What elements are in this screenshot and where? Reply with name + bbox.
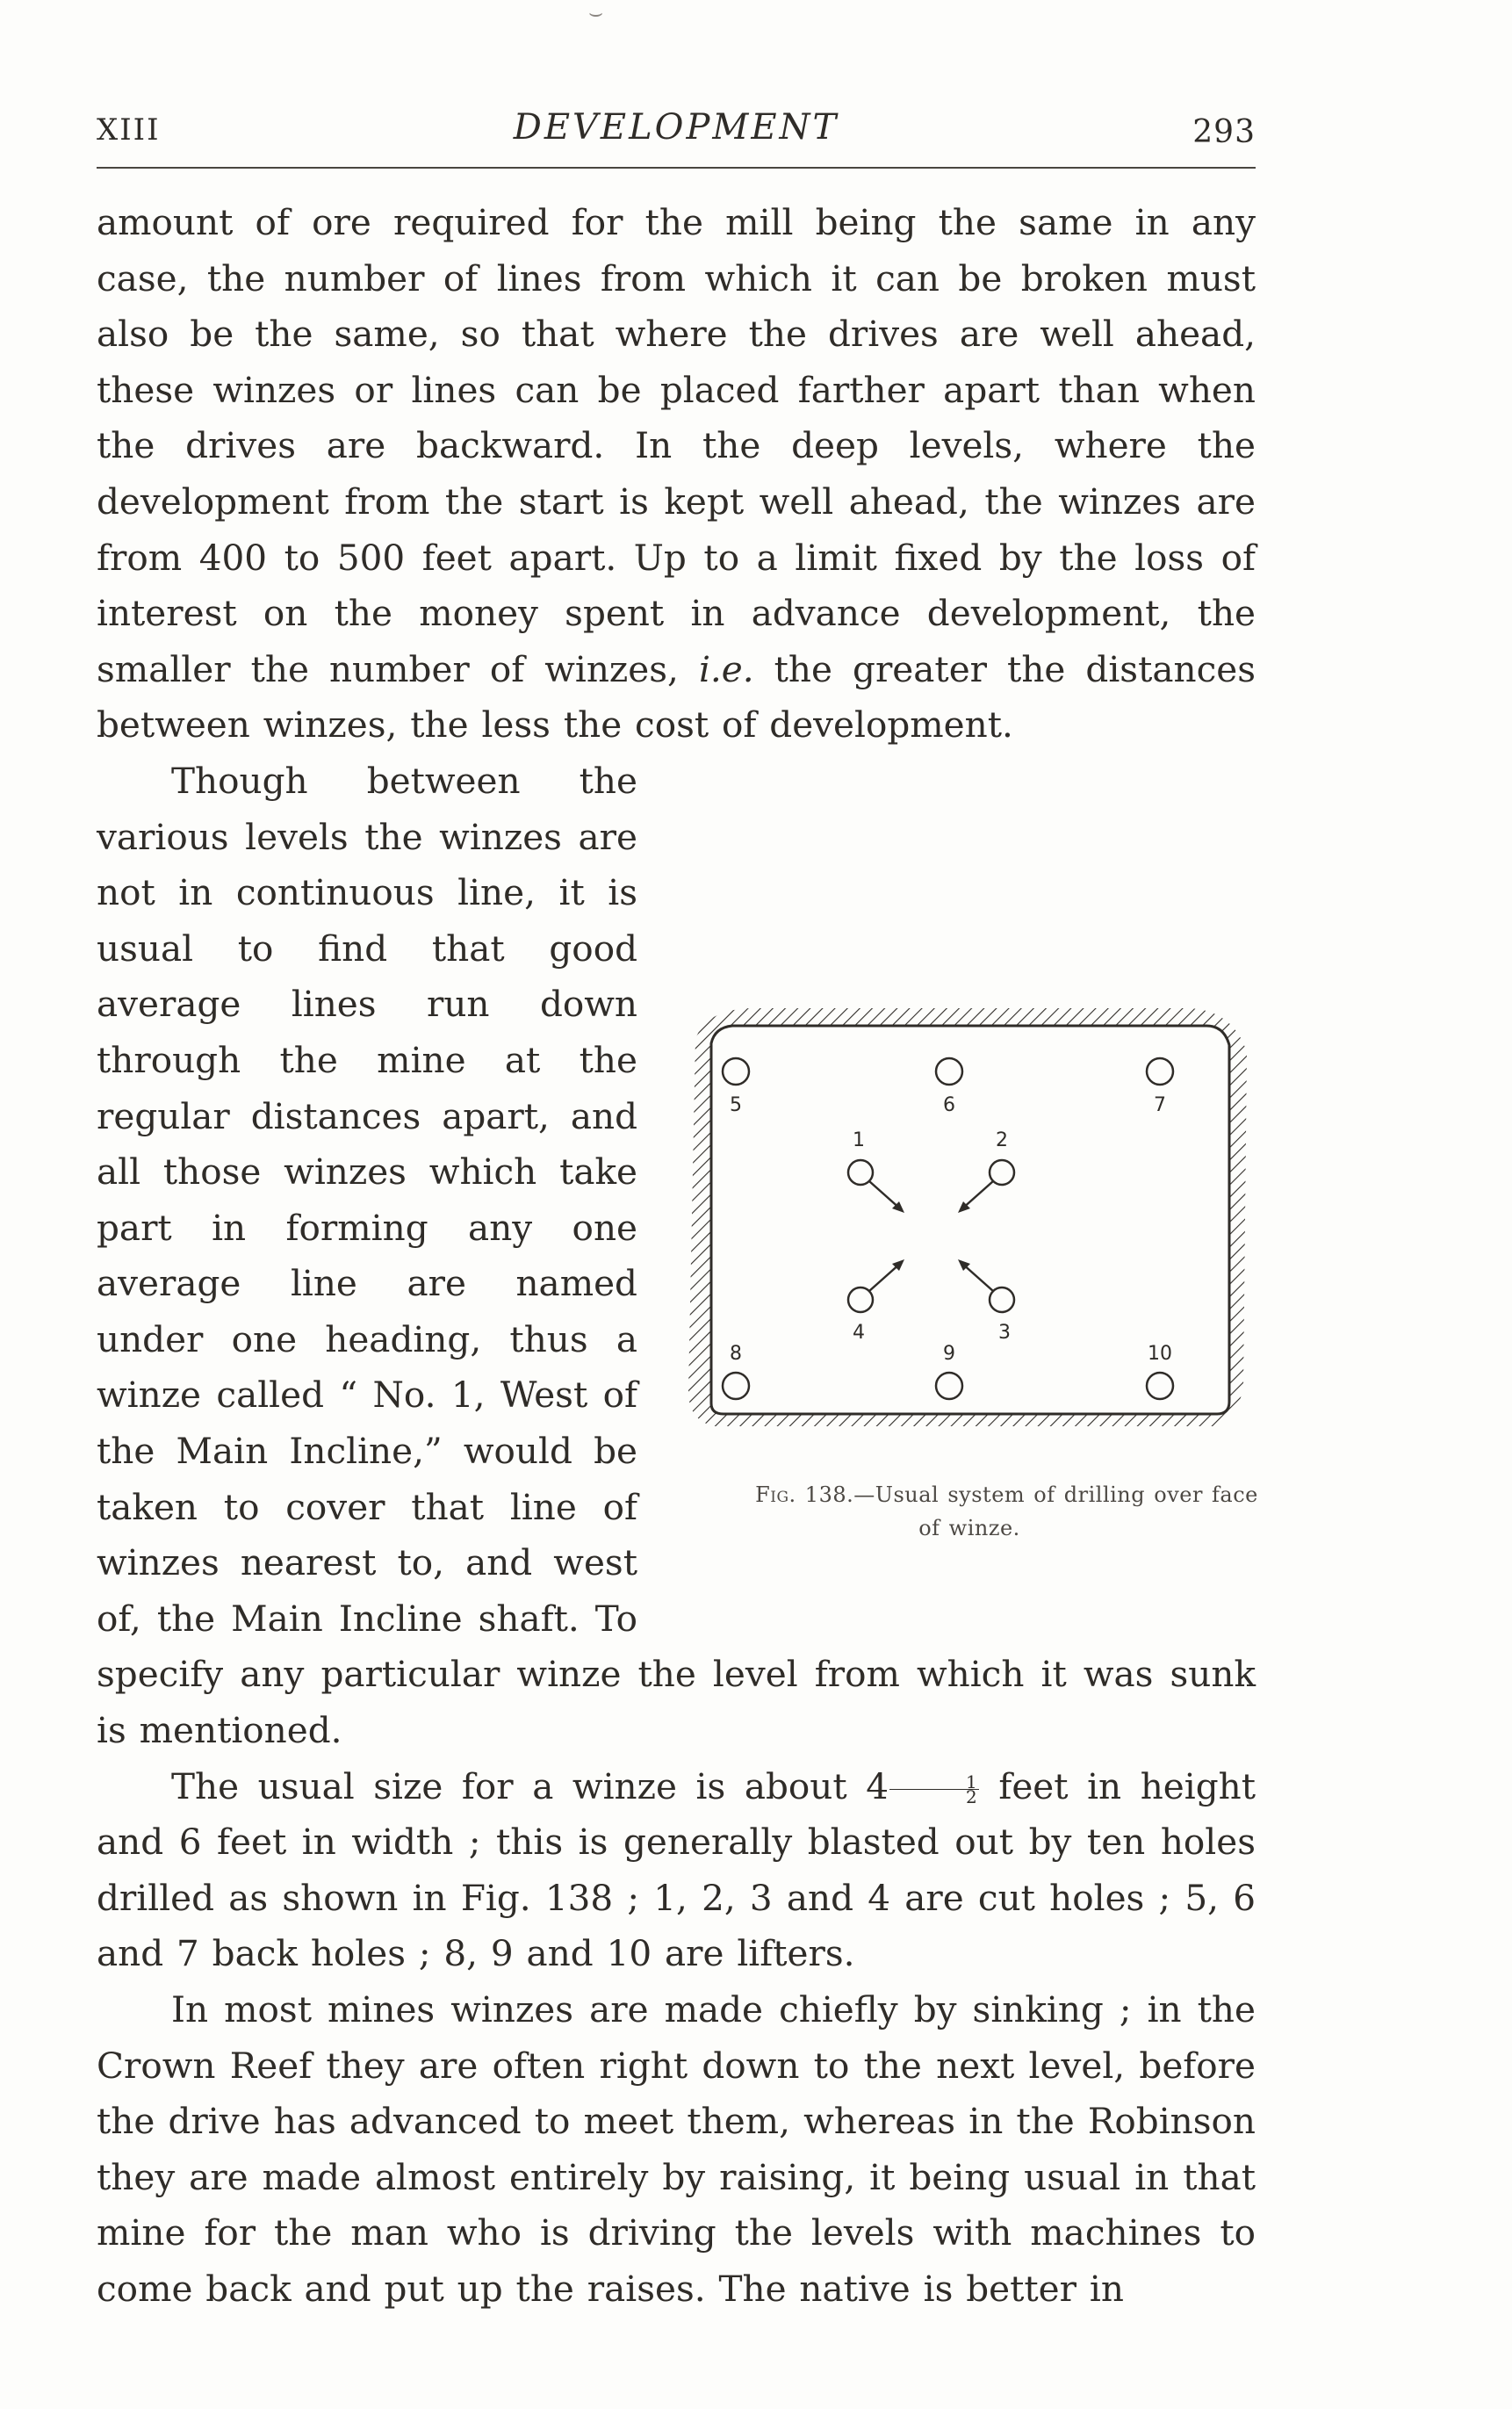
winze-drill-diagram xyxy=(653,991,1261,1465)
hole-label-6: 6 xyxy=(943,1093,955,1116)
chapter-title: DEVELOPMENT xyxy=(513,107,839,148)
hole-label-7: 7 xyxy=(1154,1093,1166,1116)
paragraph-1-text: amount of ore required for the mill being the same in any case, the number of lines from which it can be broken must also be the same, so that where the drives are well ahead, these winzes or lines can be placed farther apart than when the drives are backward. In the deep levels, where the development from the start is kept well ahead, the winzes are from 400 to 500 feet apart. Up to a limit fixed by the loss of interest on the money spent in advance development, the smaller the number of winzes, xyxy=(97,201,1256,690)
paragraph-1-end: the greater the distances between winzes, the less the cost of development. xyxy=(97,647,1256,747)
page-mark-icon: ⌣ xyxy=(588,0,604,26)
figure-caption-label: Fig. 138. xyxy=(755,1482,854,1507)
page-number: 293 xyxy=(1192,114,1256,150)
paragraph-1 xyxy=(97,195,1256,754)
paragraph-4-text: In most mines winzes are made chiefly by sinking ; in the Crown Reef they are often right down to the next level, before the drive has advanced to meet them, whereas in the Robinson they are made almost entirely by raising, it being usual in that mine for the man who is driving the levels with machines to come back and put up the raises. The native is better in xyxy=(97,1988,1256,2310)
hole-label-1: 1 xyxy=(853,1129,865,1151)
running-header xyxy=(97,104,1256,156)
hole-label-2: 2 xyxy=(996,1129,1008,1151)
body-text xyxy=(97,195,1256,2318)
fraction-one-half xyxy=(889,1771,979,1807)
hole-label-8: 8 xyxy=(730,1342,742,1365)
fraction-denominator: 2 xyxy=(966,1785,977,1807)
ie-abbreviation: i.e. xyxy=(698,647,754,690)
chapter-number: XIII xyxy=(97,112,161,148)
paragraph-4 xyxy=(97,1982,1256,2318)
hole-label-5: 5 xyxy=(730,1093,742,1116)
paragraph-3-start: The usual size for a winze is about 4 xyxy=(171,1764,889,1807)
hole-label-9: 9 xyxy=(943,1342,955,1365)
fraction-numerator: 1 xyxy=(889,1775,979,1790)
paragraph-3 xyxy=(97,1759,1256,1982)
hole-label-4: 4 xyxy=(853,1321,865,1344)
paragraph-3-end: feet in height and 6 feet in width ; this is generally blasted out by ten holes drilled as shown in Fig. 138 ; 1, 2, 3 and 4 are cut holes ; 5, 6 and 7 back holes ; 8, 9 and 10 are lifters. xyxy=(97,1764,1256,1975)
paragraph-2-text: Though between the various levels the winzes are not in continuous line, it is usual to find that good average lines run down through the mine at the regular distances apart, and all those winzes which take part in forming any one average line are named under one heading, thus a winze called “ No. 1, West of the Main Incline,” would be taken to cover that line of winzes nearest to, and west of, the Main Incline shaft. To specify any particular winze the level from which it was sunk is mentioned. xyxy=(97,759,1256,1752)
header-rule xyxy=(97,167,1256,169)
figure-float xyxy=(653,991,1261,1612)
hole-label-3: 3 xyxy=(998,1321,1011,1344)
figure-caption xyxy=(680,1478,1259,1545)
paragraph-2 xyxy=(97,754,1256,1759)
figure-caption-text: —Usual system of drilling over face of winze. xyxy=(853,1482,1258,1540)
hole-label-10: 10 xyxy=(1148,1342,1172,1365)
